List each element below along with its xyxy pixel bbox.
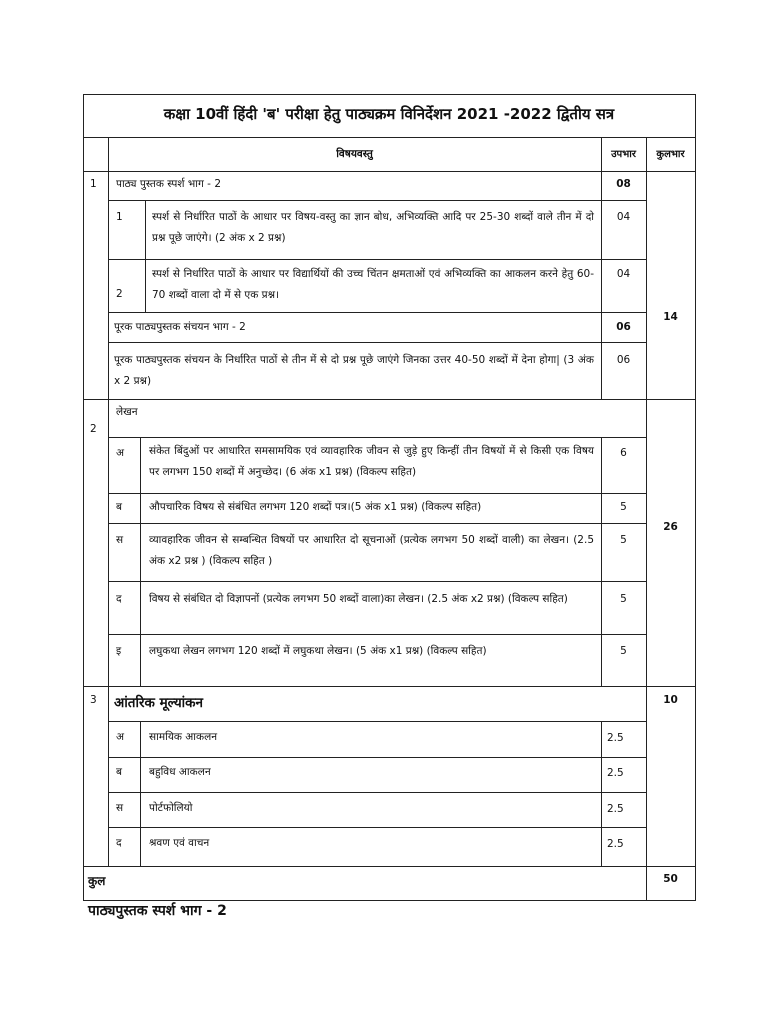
header-total-marks: कुलभार bbox=[656, 149, 685, 160]
section2-item-d-letter: द bbox=[116, 593, 122, 605]
section3-item-c-marks: 2.5 bbox=[607, 803, 624, 815]
section3-item-c-letter: स bbox=[116, 802, 124, 814]
section2-number: 2 bbox=[90, 423, 97, 435]
section2-item-e-letter: इ bbox=[116, 645, 122, 657]
section1-item2-text: स्पर्श से निर्धारित पाठों के आधार पर विद्यार्थियों की उच्च चिंतन क्षमताओं एवं अभिव्यक्ति का आकलन करने हेतु 60-70 शब्दों वाला दो में से एक प्रश्न। bbox=[152, 268, 594, 301]
footer-heading: पाठ्यपुस्तक स्पर्श भाग - 2 bbox=[88, 903, 227, 919]
section3-item-b-letter: ब bbox=[116, 766, 122, 778]
section3-item-b-marks: 2.5 bbox=[607, 767, 624, 779]
page-title: कक्षा 10वीं हिंदी 'ब' परीक्षा हेतु पाठ्यक्रम विनिर्देशन 2021 -2022 द्वितीय सत्र bbox=[163, 105, 615, 123]
grand-total-value: 50 bbox=[663, 873, 678, 885]
section3-item-a-letter: अ bbox=[116, 731, 125, 743]
section2-item-e-text: लघुकथा लेखन लगभग 120 शब्दों में लघुकथा लेखन। (5 अंक x1 प्रश्न) (विकल्प सहित) bbox=[149, 645, 487, 657]
section2-item-a-marks: 6 bbox=[620, 447, 627, 459]
section2-item-c-marks: 5 bbox=[620, 534, 627, 546]
section1-number: 1 bbox=[90, 178, 97, 190]
section1-item2-number: 2 bbox=[116, 288, 123, 300]
section3-item-d-marks: 2.5 bbox=[607, 838, 624, 850]
section1-heading-marks: 08 bbox=[616, 178, 631, 190]
section2-heading: लेखन bbox=[116, 406, 138, 418]
section1-item1-text: स्पर्श से निर्धारित पाठों के आधार पर विषय-वस्तु का ज्ञान बोध, अभिव्यक्ति आदि पर 25-30 शब्दों वाले तीन में दो प्रश्न पूछे जाएंगे। (2 अंक x 2 प्रश्न) bbox=[152, 211, 594, 244]
section1-supp-text: पूरक पाठ्यपुस्तक संचयन के निर्धारित पाठों से तीन में से दो प्रश्न पूछे जाएंगे जिनका उत्तर 40-50 शब्दों में देना होगा| (3 अंक x 2 प्रश्न) bbox=[114, 354, 594, 387]
section1-supp-heading: पूरक पाठ्यपुस्तक संचयन भाग - 2 bbox=[114, 321, 246, 333]
section3-item-a-marks: 2.5 bbox=[607, 732, 624, 744]
section2-item-b-letter: ब bbox=[116, 501, 122, 513]
section2-item-c-text: व्यावहारिक जीवन से सम्बन्धित विषयों पर आधारित दो सूचनाओं (प्रत्येक लगभग 50 शब्दों वाली) का लेखन। (2.5 अंक x2 प्रश्न ) (विकल्प सहित ) bbox=[149, 534, 594, 567]
section3-item-c-text: पोर्टफोलियो bbox=[149, 802, 193, 814]
section3-item-d-text: श्रवण एवं वाचन bbox=[149, 837, 210, 849]
section1-item2-marks: 04 bbox=[616, 268, 631, 280]
section2-item-e-marks: 5 bbox=[620, 645, 627, 657]
section3-number: 3 bbox=[90, 694, 97, 706]
section3-item-b-text: बहुविध आकलन bbox=[149, 766, 211, 778]
section2-item-a-text: संकेत बिंदुओं पर आधारित समसामयिक एवं व्यावहारिक जीवन से जुड़े हुए किन्हीं तीन विषयों में से किसी एक विषय पर लगभग 150 शब्दों में अनुच्छेद। (6 अंक x1 प्रश्न) (विकल्प सहित) bbox=[149, 445, 594, 478]
header-sub-marks: उपभार bbox=[611, 149, 636, 160]
section1-heading: पाठ्य पुस्तक स्पर्श भाग - 2 bbox=[116, 178, 221, 190]
section3-item-d-letter: द bbox=[116, 837, 122, 849]
grand-total-label: कुल bbox=[88, 874, 106, 888]
section2-item-a-letter: अ bbox=[116, 447, 125, 459]
section1-total: 14 bbox=[663, 311, 678, 323]
section1-supp-text-marks: 06 bbox=[616, 354, 631, 366]
section2-item-d-text: विषय से संबंधित दो विज्ञापनों (प्रत्येक लगभग 50 शब्दों वाला)का लेखन। (2.5 अंक x2 प्रश्न) (विकल्प सहित) bbox=[149, 593, 568, 605]
section2-item-d-marks: 5 bbox=[620, 593, 627, 605]
section1-item1-number: 1 bbox=[116, 211, 123, 223]
section2-item-c-letter: स bbox=[116, 534, 124, 546]
section1-item1-marks: 04 bbox=[616, 211, 631, 223]
section1-supp-marks: 06 bbox=[616, 321, 631, 333]
section2-item-b-text: औपचारिक विषय से संबंधित लगभग 120 शब्दों पत्र।(5 अंक x1 प्रश्न) (विकल्प सहित) bbox=[149, 501, 482, 513]
section2-item-b-marks: 5 bbox=[620, 501, 627, 513]
section3-heading: आंतरिक मूल्यांकन bbox=[114, 695, 204, 711]
header-content: विषयवस्तु bbox=[336, 148, 373, 160]
section2-total: 26 bbox=[663, 521, 678, 533]
section3-item-a-text: सामयिक आकलन bbox=[149, 731, 218, 743]
section3-total: 10 bbox=[663, 694, 678, 706]
